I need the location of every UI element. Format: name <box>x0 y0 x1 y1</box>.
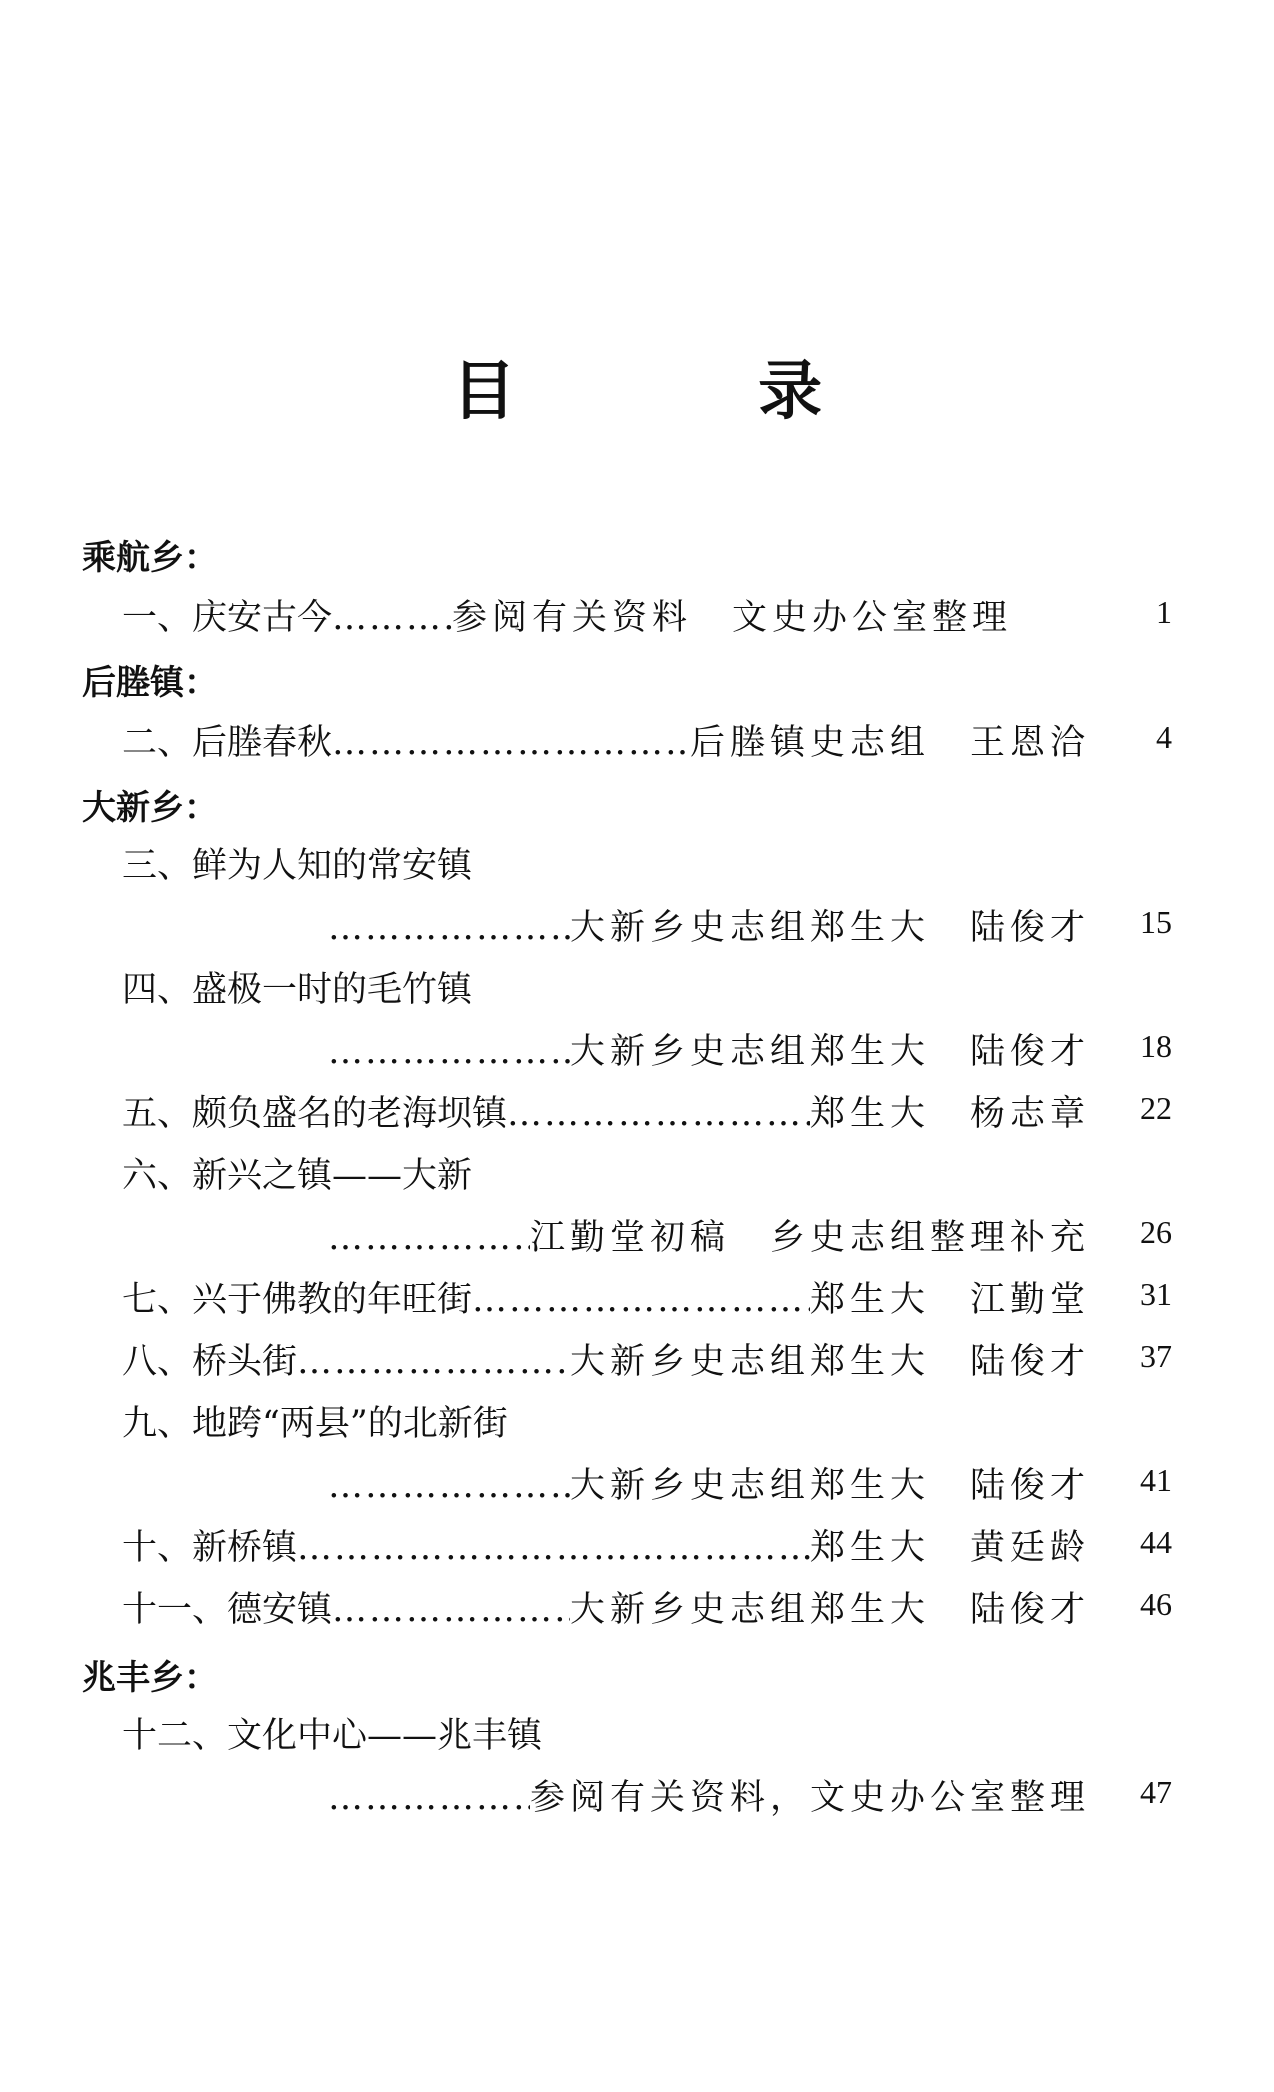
entry-title: 德安镇 <box>227 1590 333 1630</box>
entry-page: 15 <box>1140 904 1172 940</box>
section-heading: 兆丰乡： <box>82 1658 218 1698</box>
toc-entry-author-line <box>328 1210 1090 1260</box>
toc-entry-author-line <box>328 900 1090 950</box>
leader-dots <box>328 1778 530 1818</box>
entry-number: 七、 <box>122 1280 193 1320</box>
entry-title: 盛极一时的毛竹镇 <box>192 970 473 1010</box>
page-title: 目 录 <box>451 355 933 429</box>
entry-author: 大新乡史志组郑生大 陆俊才 <box>569 1466 1090 1506</box>
entry-page: 4 <box>1156 719 1172 755</box>
toc-entry-title-line <box>122 962 472 1012</box>
entry-page: 22 <box>1140 1090 1172 1126</box>
section-heading: 大新乡： <box>82 788 218 828</box>
toc-entry <box>122 590 1090 640</box>
entry-title: 文化中心——兆丰镇 <box>227 1716 543 1756</box>
entry-number: 九、 <box>122 1404 193 1444</box>
entry-title: 颇负盛名的老海坝镇 <box>192 1094 508 1134</box>
toc-entry <box>122 1272 1090 1322</box>
entry-title: 兴于佛教的年旺街 <box>192 1280 473 1320</box>
leader-dots <box>328 1032 570 1072</box>
toc-entry-title-line <box>122 838 472 888</box>
section-heading: 乘航乡： <box>82 538 218 578</box>
toc-entry <box>122 1582 1090 1632</box>
entry-page: 41 <box>1140 1462 1172 1498</box>
leader-dots <box>507 1094 810 1134</box>
entry-number: 一、 <box>122 598 193 638</box>
entry-page: 47 <box>1140 1774 1172 1810</box>
entry-page: 31 <box>1140 1276 1172 1312</box>
leader-dots <box>472 1280 810 1320</box>
entry-number: 十、 <box>122 1528 193 1568</box>
toc-entry-title-line <box>122 1708 542 1758</box>
toc-entry-author-line <box>328 1770 1090 1820</box>
entry-page: 46 <box>1140 1586 1172 1622</box>
leader-dots <box>332 1590 570 1630</box>
entry-title: 后塍春秋 <box>192 723 333 763</box>
entry-author: 大新乡史志组郑生大 陆俊才 <box>569 908 1090 948</box>
leader-dots <box>328 1218 530 1258</box>
entry-number: 三、 <box>122 846 193 886</box>
leader-dots <box>328 908 570 948</box>
entry-author: 参阅有关资料，文史办公室整理 <box>529 1778 1090 1818</box>
leader-dots <box>328 1466 570 1506</box>
leader-dots <box>332 723 690 763</box>
entry-number: 四、 <box>122 970 193 1010</box>
entry-title: 桥头街 <box>192 1342 298 1382</box>
entry-page: 37 <box>1140 1338 1172 1374</box>
entry-author: 参阅有关资料 文史办公室整理 <box>452 598 1013 638</box>
entry-author: 郑生大 黄廷龄 <box>809 1528 1090 1568</box>
toc-entry <box>122 1520 1090 1570</box>
entry-author: 江勤堂初稿 乡史志组整理补充 <box>529 1218 1090 1258</box>
section-heading: 后塍镇： <box>82 663 218 703</box>
entry-number: 十二、 <box>122 1716 228 1756</box>
entry-title: 地跨“两县”的北新街 <box>192 1404 508 1444</box>
entry-number: 十一、 <box>122 1590 228 1630</box>
entry-author: 后塍镇史志组 王恩洽 <box>689 723 1090 763</box>
leader-dots <box>297 1342 570 1382</box>
entry-title: 鲜为人知的常安镇 <box>192 846 473 886</box>
leader-dots <box>297 1528 810 1568</box>
toc-entry-title-line <box>122 1396 508 1446</box>
entry-author: 郑生大 江勤堂 <box>809 1280 1090 1320</box>
toc-entry <box>122 715 1090 765</box>
entry-author: 大新乡史志组郑生大 陆俊才 <box>569 1032 1090 1072</box>
entry-page: 1 <box>1156 594 1172 630</box>
entry-number: 八、 <box>122 1342 193 1382</box>
entry-author: 郑生大 杨志章 <box>809 1094 1090 1134</box>
entry-title: 庆安古今 <box>192 598 333 638</box>
toc-entry <box>122 1086 1090 1136</box>
toc-entry-author-line <box>328 1458 1090 1508</box>
entry-title: 新桥镇 <box>192 1528 298 1568</box>
toc-entry-title-line <box>122 1148 472 1198</box>
entry-author: 大新乡史志组郑生大 陆俊才 <box>569 1590 1090 1630</box>
entry-number: 五、 <box>122 1094 193 1134</box>
toc-entry-author-line <box>328 1024 1090 1074</box>
entry-page: 18 <box>1140 1028 1172 1064</box>
entry-author: 大新乡史志组郑生大 陆俊才 <box>569 1342 1090 1382</box>
entry-title: 新兴之镇——大新 <box>192 1156 473 1196</box>
toc-entry <box>122 1334 1090 1384</box>
leader-dots <box>332 598 452 638</box>
entry-page: 26 <box>1140 1214 1172 1250</box>
entry-number: 二、 <box>122 723 193 763</box>
entry-page: 44 <box>1140 1524 1172 1560</box>
entry-number: 六、 <box>122 1156 193 1196</box>
